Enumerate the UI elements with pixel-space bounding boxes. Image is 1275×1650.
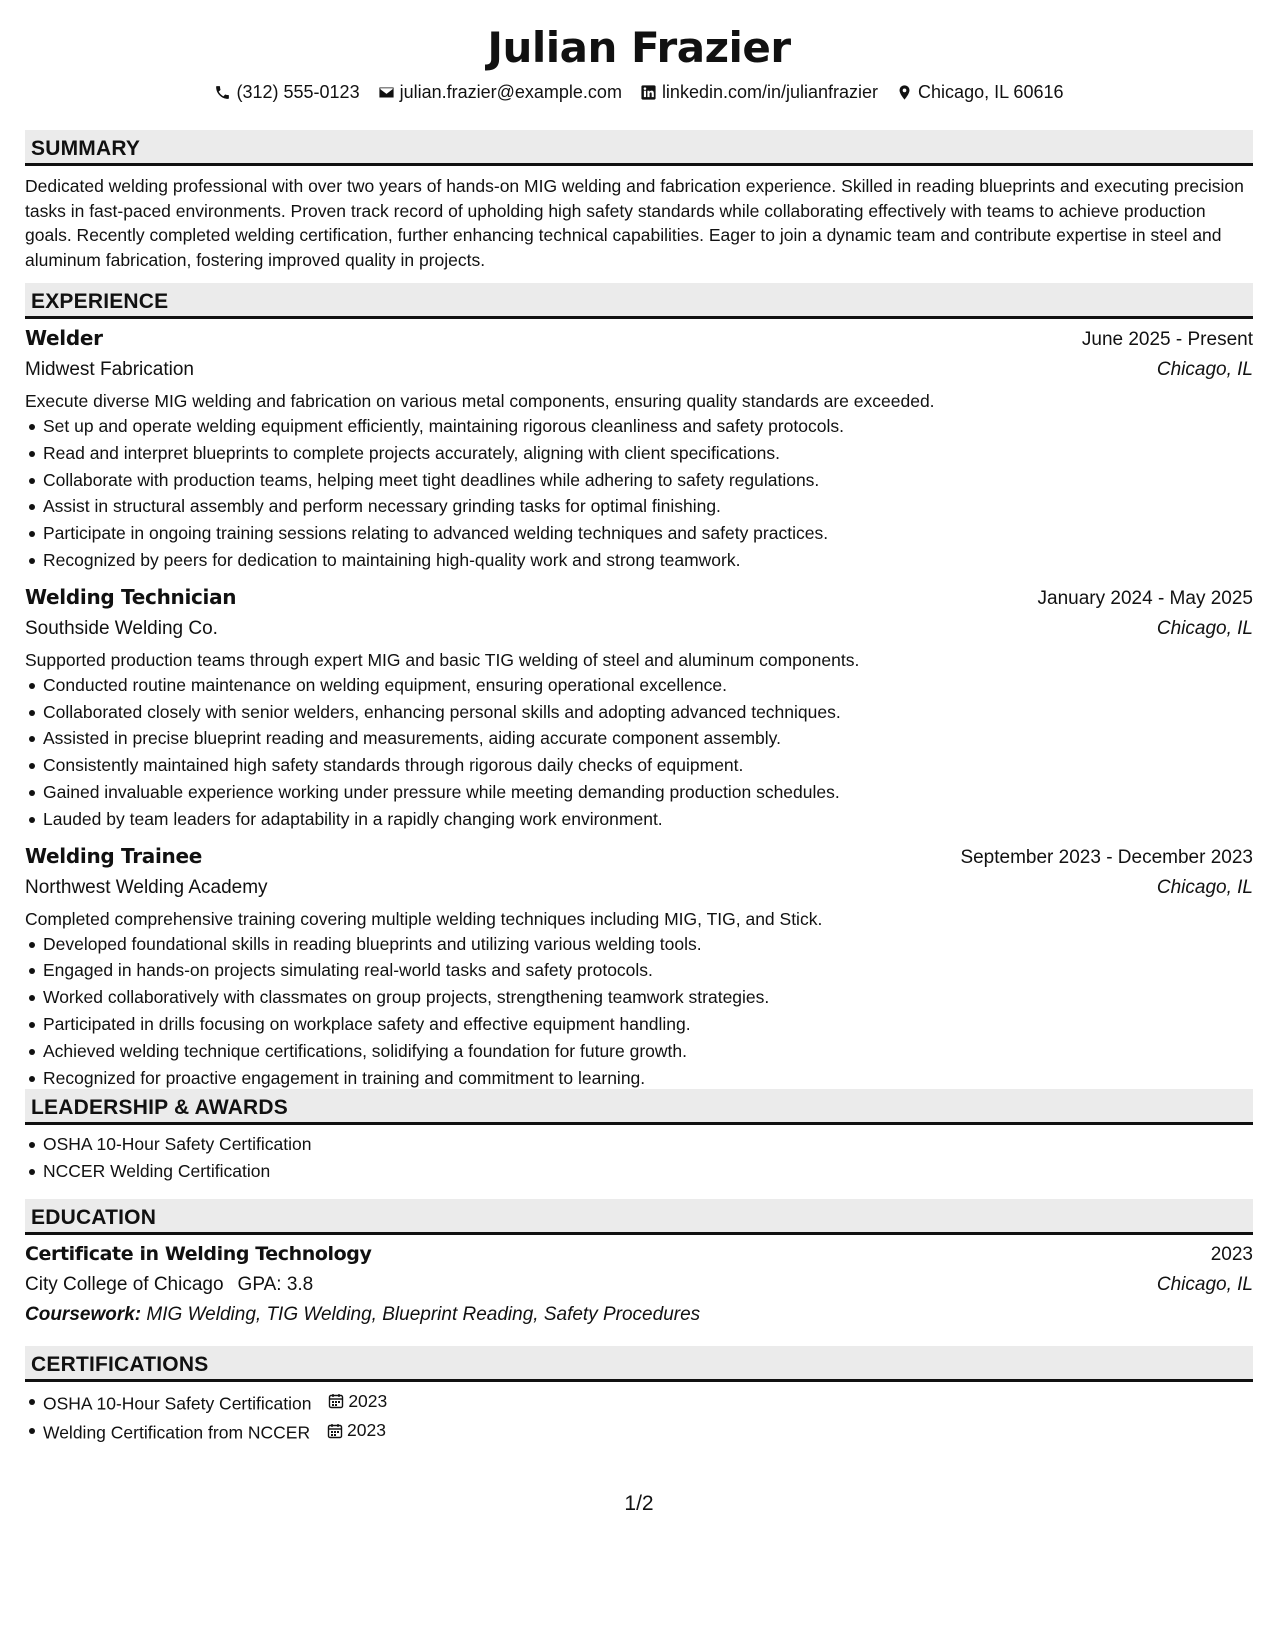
calendar-icon <box>328 1393 344 1409</box>
coursework-list: MIG Welding, TIG Welding, Blueprint Reading, Safety Procedures <box>146 1304 701 1325</box>
list-item: Gained invaluable experience working under pressure while meeting demanding production schedules. <box>43 779 1253 806</box>
linkedin-icon <box>640 84 657 101</box>
job-description: Supported production teams through expert MIG and basic TIG welding of steel and aluminum components. <box>25 649 860 670</box>
job-title: Welding Technician <box>25 584 237 609</box>
section-header-experience: EXPERIENCE <box>25 283 1253 319</box>
list-item: Collaborated closely with senior welders, enhancing personal skills and adopting advanced techniques. <box>43 699 1253 726</box>
list-item: Assisted in precise blueprint reading and measurements, aiding accurate component assembly. <box>43 725 1253 752</box>
coursework-label: Coursework: <box>25 1304 142 1325</box>
calendar-icon <box>327 1423 343 1439</box>
contact-location <box>896 80 1063 104</box>
section-header-summary: SUMMARY <box>25 130 1253 166</box>
cert-name: Welding Certification from NCCER <box>43 1422 311 1443</box>
job-location: Chicago, IL <box>1156 617 1253 639</box>
list-item: Assist in structural assembly and perform necessary grinding tasks for optimal finishing. <box>43 493 1253 520</box>
job-description: Completed comprehensive training covering multiple welding techniques including MIG, TIG, and Stick. <box>25 908 823 929</box>
list-item: Recognized by peers for dedication to maintaining high-quality work and strong teamwork. <box>43 547 1253 574</box>
job-company: Midwest Fabrication <box>25 359 194 380</box>
cert-date <box>327 1417 386 1444</box>
section-header-leadership: LEADERSHIP & AWARDS <box>25 1089 1253 1125</box>
list-item: Recognized for proactive engagement in training and commitment to learning. <box>43 1065 1253 1092</box>
list-item: NCCER Welding Certification <box>43 1158 1253 1185</box>
cert-year: 2023 <box>347 1420 386 1441</box>
job-entry <box>25 582 1253 833</box>
list-item: Achieved welding technique certifications, solidifying a foundation for future growth. <box>43 1038 1253 1065</box>
leadership-list <box>25 1131 1253 1185</box>
linkedin-text: linkedin.com/in/julianfrazier <box>661 82 879 102</box>
certifications-section <box>25 1346 1253 1446</box>
map-pin-icon <box>896 84 913 101</box>
phone-text: (312) 555-0123 <box>236 82 360 102</box>
job-dates: September 2023 - December 2023 <box>960 846 1253 868</box>
contact-phone[interactable] <box>214 80 359 104</box>
education-section <box>25 1199 1253 1330</box>
job-entry <box>25 841 1253 1092</box>
list-item: Consistently maintained high safety standards through rigorous daily checks of equipment. <box>43 752 1253 779</box>
cert-year: 2023 <box>348 1391 388 1411</box>
job-location: Chicago, IL <box>1156 876 1253 898</box>
school-name: City College of Chicago <box>25 1274 224 1295</box>
phone-icon <box>214 84 231 101</box>
certifications-list <box>25 1388 1253 1446</box>
envelope-icon <box>378 84 395 101</box>
contact-email[interactable] <box>378 80 622 104</box>
job-dates: January 2024 - May 2025 <box>1037 587 1253 609</box>
list-item: Collaborate with production teams, helping meet tight deadlines while adhering to safety regulations. <box>43 467 1253 494</box>
job-location: Chicago, IL <box>1156 359 1253 380</box>
list-item: Developed foundational skills in reading blueprints and utilizing various welding tools. <box>43 931 1253 958</box>
job-bullets <box>25 413 1253 574</box>
gpa: GPA: 3.8 <box>237 1274 314 1295</box>
list-item <box>43 1388 1253 1417</box>
list-item: Read and interpret blueprints to complete projects accurately, aligning with client specifications. <box>43 440 1253 467</box>
list-item: Conducted routine maintenance on welding equipment, ensuring operational excellence. <box>43 672 1253 699</box>
contact-linkedin[interactable] <box>640 80 878 104</box>
summary-section <box>25 130 1253 272</box>
job-description: Execute diverse MIG welding and fabrication on various metal components, ensuring quality standards are exceeded. <box>25 391 935 411</box>
location-text: Chicago, IL 60616 <box>918 82 1064 102</box>
resume-page <box>25 0 1253 1515</box>
experience-section <box>25 283 1253 1091</box>
summary-text: Dedicated welding professional with over two years of hands-on MIG welding and fabrication experience. Skilled in reading blueprints and executing precision tasks in fast-paced environments. Proven track record of upholding high safety standards while collaborating effectively with teams to achieve production goals. Recently completed welding certification, further enhancing technical capabilities. Eager to join a dynamic team and contribute expertise in steel and aluminum fabrication, fostering improved quality in projects. <box>25 176 1244 270</box>
page-number: 1/2 <box>624 1492 654 1515</box>
job-company: Southside Welding Co. <box>25 617 218 639</box>
job-dates: June 2025 - Present <box>1081 329 1253 350</box>
list-item <box>43 1417 1253 1446</box>
cert-name: OSHA 10-Hour Safety Certification <box>43 1393 312 1414</box>
leadership-section <box>25 1089 1253 1185</box>
section-header-education: EDUCATION <box>25 1199 1253 1235</box>
degree-title: Certificate in Welding Technology <box>25 1243 372 1265</box>
job-title: Welder <box>25 326 103 350</box>
job-company: Northwest Welding Academy <box>25 876 268 898</box>
section-header-certifications: CERTIFICATIONS <box>25 1346 1253 1382</box>
job-bullets <box>25 672 1253 833</box>
job-entry <box>25 323 1253 574</box>
candidate-name: Julian Frazier <box>487 23 791 72</box>
email-text: julian.frazier@example.com <box>399 82 622 102</box>
list-item: Participate in ongoing training sessions relating to advanced welding techniques and safety practices. <box>43 520 1253 547</box>
list-item: Lauded by team leaders for adaptability in a rapidly changing work environment. <box>43 806 1253 833</box>
job-title: Welding Trainee <box>25 843 202 868</box>
list-item: Engaged in hands-on projects simulating real-world tasks and safety protocols. <box>43 957 1253 984</box>
school-line <box>25 1270 313 1300</box>
contact-bar <box>25 80 1253 104</box>
job-bullets <box>25 931 1253 1092</box>
coursework <box>25 1300 1253 1330</box>
list-item: Participated in drills focusing on workplace safety and effective equipment handling. <box>43 1011 1253 1038</box>
list-item: Set up and operate welding equipment efficiently, maintaining rigorous cleanliness and safety protocols. <box>43 413 1253 440</box>
list-item: OSHA 10-Hour Safety Certification <box>43 1131 1253 1158</box>
cert-date <box>328 1388 387 1415</box>
school-location: Chicago, IL <box>1156 1274 1253 1295</box>
list-item: Worked collaboratively with classmates on group projects, strengthening teamwork strategies. <box>43 984 1253 1011</box>
degree-year: 2023 <box>1210 1244 1253 1265</box>
